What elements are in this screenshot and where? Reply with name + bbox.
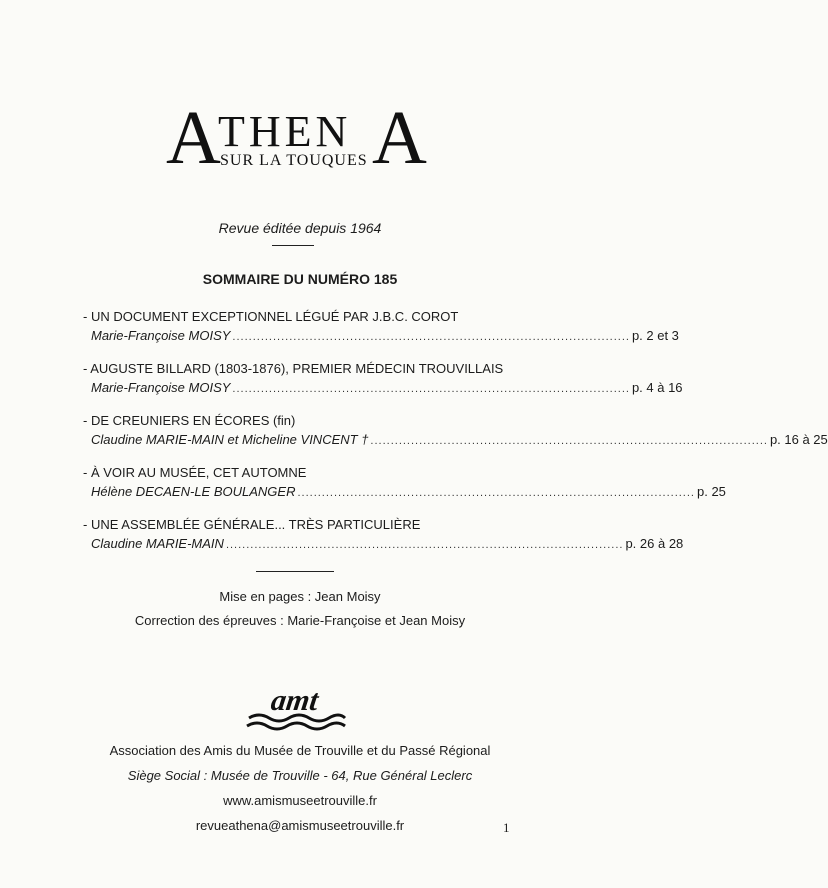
credit-proofreading: Correction des épreuves : Marie-Françoise et Jean Moisy — [134, 613, 466, 628]
toc-entry — [83, 359, 683, 399]
toc-entry-author: Marie-Françoise MOISY — [91, 328, 231, 343]
logo-text: amt — [269, 683, 321, 717]
registered-office: Siège Social : Musée de Trouville - 64, Rue Général Leclerc — [127, 768, 473, 783]
association-name: Association des Amis du Musée de Trouville et du Passé Régional — [109, 743, 491, 758]
dot-leader: .................................................................................................. — [232, 331, 630, 343]
sommaire-title: SOMMAIRE DU NUMÉRO 185 — [202, 271, 398, 287]
masthead — [158, 96, 438, 180]
toc-entry-title: - UNE ASSEMBLÉE GÉNÉRALE... TRÈS PARTICULIÈRE — [83, 517, 421, 532]
toc-entry-line — [83, 326, 679, 347]
masthead-letter-a-left: A — [166, 96, 221, 180]
toc-entry-line — [83, 482, 726, 503]
email: revueathena@amismuseetrouville.fr — [195, 818, 405, 833]
toc-entry-author: Hélène DECAEN-LE BOULANGER — [91, 484, 296, 499]
toc-entry — [83, 463, 726, 503]
page-number: 1 — [503, 820, 510, 835]
logo-wave-lower — [247, 723, 345, 729]
association-logo — [245, 684, 350, 732]
toc-entry — [83, 411, 828, 451]
toc-entry — [83, 307, 679, 347]
revue-tagline: Revue éditée depuis 1964 — [218, 220, 382, 236]
masthead-letter-a-right: A — [372, 96, 427, 180]
toc-entry-line — [83, 430, 828, 451]
toc-entry-title: - DE CREUNIERS EN ÉCORES (fin) — [83, 413, 296, 428]
toc-entry-page: p. 26 à 28 — [625, 536, 684, 551]
toc-entry-page: p. 2 et 3 — [631, 328, 679, 343]
logo-wave-upper — [249, 715, 345, 721]
toc-entry-title: - AUGUSTE BILLARD (1803-1876), PREMIER MÉDECIN TROUVILLAIS — [83, 361, 504, 376]
toc-entry-author: Marie-Françoise MOISY — [91, 380, 231, 395]
website: www.amismuseetrouville.fr — [223, 793, 377, 808]
divider-top — [272, 245, 314, 246]
dot-leader: .................................................................................................. — [297, 487, 695, 499]
toc-entry-line — [83, 378, 683, 399]
toc-entry-author: Claudine MARIE-MAIN — [91, 536, 224, 551]
toc-entry-title: - UN DOCUMENT EXCEPTIONNEL LÉGUÉ PAR J.B.C. COROT — [83, 309, 459, 324]
toc-entry — [83, 515, 684, 555]
toc-entry-page: p. 25 — [696, 484, 726, 499]
toc-entry-author: Claudine MARIE-MAIN et Micheline VINCENT † — [91, 432, 369, 447]
dot-leader: .................................................................................................. — [225, 539, 624, 551]
dot-leader: .................................................................................................. — [370, 435, 768, 447]
masthead-subtitle: SUR LA TOUQUES — [220, 152, 368, 169]
credit-layout: Mise en pages : Jean Moisy — [219, 589, 381, 604]
toc-entry-line — [83, 534, 684, 555]
toc-entry-page: p. 16 à 25 — [769, 432, 828, 447]
dot-leader: .................................................................................................. — [232, 383, 630, 395]
toc-entry-page: p. 4 à 16 — [631, 380, 683, 395]
table-of-contents — [83, 307, 828, 567]
toc-entry-title: - À VOIR AU MUSÉE, CET AUTOMNE — [83, 465, 307, 480]
divider-bottom — [256, 571, 334, 572]
masthead-then: THEN — [218, 107, 352, 156]
